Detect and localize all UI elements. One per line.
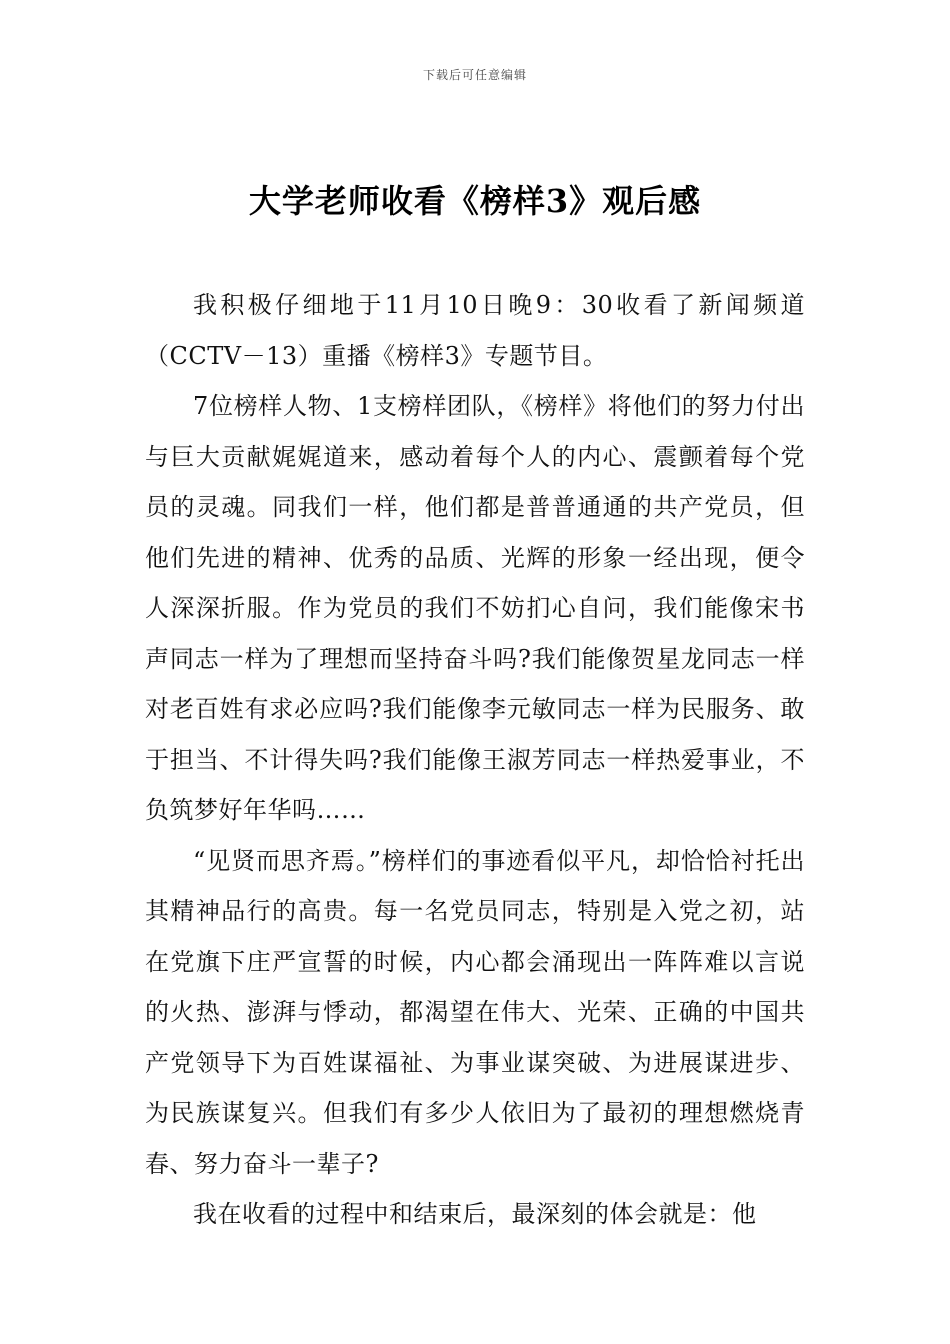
document-body xyxy=(145,280,805,1240)
page-header-note: 下载后可任意编辑 xyxy=(422,68,527,82)
paragraph: 我在收看的过程中和结束后，最深刻的体会就是：他 xyxy=(193,1200,757,1228)
document-title: 大学老师收看《榜样3》观后感 xyxy=(248,182,702,220)
paragraph: “见贤而思齐焉。”榜样们的事迹看似平凡，却恰恰衬托出其精神品行的高贵。每一名党员同志，特别是入党之初，站在党旗下庄严宣誓的时候，内心都会涌现出一阵阵难以言说的火热、澎湃与悸动，都渴望在伟大、光荣、正确的中国共产党领导下为百姓谋福祉、为事业谋突破、为进展谋进步、为民族谋复兴。但我们有多少人依旧为了最初的理想燃烧青春、努力奋斗一辈子? xyxy=(145,846,805,1178)
paragraph: 7位榜样人物、1支榜样团队，《榜样》将他们的努力付出与巨大贡献娓娓道来，感动着每个人的内心、震颤着每个党员的灵魂。同我们一样，他们都是普普通通的共产党员，但他们先进的精神、优秀的品质、光辉的形象一经出现，便令人深深折服。作为党员的我们不妨扪心自问，我们能像宋书声同志一样为了理想而坚持奋斗吗?我们能像贺星龙同志一样对老百姓有求必应吗?我们能像李元敏同志一样为民服务、敢于担当、不计得失吗?我们能像王淑芳同志一样热爱事业，不负筑梦好年华吗…… xyxy=(145,392,805,824)
paragraph: 我积极仔细地于11月10日晚9：30收看了新闻频道（CCTV－13）重播《榜样3》专题节目。 xyxy=(145,291,805,370)
